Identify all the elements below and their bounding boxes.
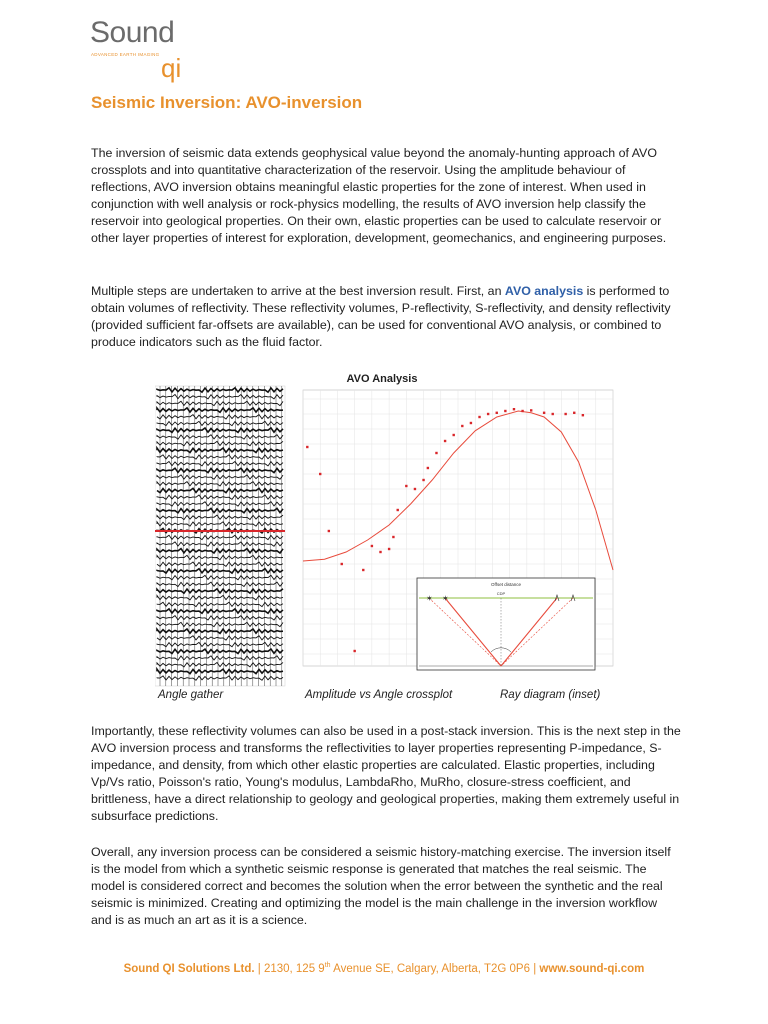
paragraph-steps: [91, 283, 681, 351]
angle-gather: [155, 386, 285, 686]
data-point: [543, 412, 545, 414]
avo-figure: [155, 368, 615, 690]
source-icon: ✶: [442, 594, 449, 603]
data-point: [513, 408, 515, 410]
inset-title: Offset distance: [491, 582, 521, 587]
data-point: [319, 473, 321, 475]
data-point: [521, 410, 523, 412]
data-point: [452, 434, 454, 436]
data-point: [392, 536, 394, 538]
paragraph-steps-end: is performed to obtain volumes of reflectivity. These reflectivity volumes, P-reflectivity, S-reflectivity, and density reflectivity (provided sufficient far-offsets are available), can be used for conventional AVO analysis, or combined to produce indicators such as the fluid factor.: [91, 284, 671, 349]
data-point: [414, 488, 416, 490]
footer-address: [264, 963, 530, 975]
page-footer: Sound QI Solutions Ltd. | 2130, 125 9th Avenue SE, Calgary, Alberta, T2G 0P6 | www.sound-qi.com: [123, 962, 645, 975]
data-point: [328, 530, 330, 532]
logo-tagline: ADVANCED EARTH IMAGING: [91, 52, 160, 57]
data-point: [564, 413, 566, 415]
data-point: [427, 467, 429, 469]
caption-crossplot: Amplitude vs Angle crossplot: [305, 689, 453, 701]
ray-diagram-inset: [417, 578, 595, 670]
data-point: [353, 650, 355, 652]
source-icon: ✶: [426, 594, 433, 603]
data-point: [422, 479, 424, 481]
data-point: [552, 413, 554, 415]
data-point: [371, 545, 373, 547]
data-point: [461, 425, 463, 427]
inset-frame: [417, 578, 595, 670]
page-title: Seismic Inversion: AVO-inversion: [91, 93, 363, 112]
data-point: [397, 509, 399, 511]
data-point: [478, 416, 480, 418]
footer-address-start: 2130, 125 9: [263, 962, 325, 975]
data-point: [405, 485, 407, 487]
data-point: [362, 569, 364, 571]
data-point: [487, 413, 489, 415]
data-point: [306, 446, 308, 448]
paragraph-intro: The inversion of seismic data extends geophysical value beyond the anomaly-hunting approach of AVO crossplots and into quantitative characterization of the reservoir. Using the amplitude behaviour of reflections, AVO inversion obtains meaningful elastic properties for the zone of interest. When used in conjunction with well analysis or rock-physics modelling, the results of AVO inversion help classify the reservoir into geological properties. On their own, elastic properties can be used to calculate reservoir or other layer properties of interest for exploration, development, geomechanics, and engineering purposes.: [91, 146, 667, 245]
data-point: [530, 409, 532, 411]
paragraph-post-stack: Importantly, these reflectivity volumes can also be used in a post-stack inversion. This is the next step in the AVO inversion process and transforms the reflectivities to layer properties representing P-impedance, S-impedance, and density, from which other elastic properties are calculated. Elastic properties, including Vp/Vs ratio, Poisson's ratio, Young's modulus, LambdaRho, MuRho, closure-stress coefficient, and brittleness, have a direct relationship to geology and geological properties, making them extremely useful in subsurface predictions.: [91, 724, 681, 823]
chart-title: AVO Analysis: [346, 373, 418, 385]
footer-company: Sound QI Solutions Ltd.: [123, 962, 255, 975]
data-point: [496, 412, 498, 414]
data-point: [573, 412, 575, 414]
caption-ray-diagram: Ray diagram (inset): [500, 689, 601, 701]
avo-analysis-link[interactable]: AVO analysis: [504, 284, 584, 298]
data-point: [504, 410, 506, 412]
footer-url[interactable]: www.sound-qi.com: [539, 962, 645, 975]
paragraph-history-matching: Overall, any inversion process can be considered a seismic history-matching exercise. The inversion itself is the model from which a synthetic seismic response is generated that matches the real seismic. The model is considered correct and becomes the solution when the error between the synthetic and the real seismic is minimized. Creating and optimizing the model is the main challenge in the inversion workflow and is as much an art as it is a science.: [91, 845, 671, 927]
data-point: [341, 563, 343, 565]
logo-word: Sound: [90, 16, 175, 49]
data-point: [388, 548, 390, 550]
caption-angle-gather: Angle gather: [158, 689, 224, 701]
data-point: [470, 422, 472, 424]
data-point: [379, 551, 381, 553]
inset-cdp-label: CDP: [496, 591, 506, 596]
footer-address-sup: th: [324, 962, 331, 969]
data-point: [444, 440, 446, 442]
paragraph-steps-start: Multiple steps are undertaken to arrive at the best inversion result. First, an: [91, 284, 505, 298]
company-logo: [90, 16, 200, 83]
data-point: [435, 452, 437, 454]
logo-qi: qi: [161, 53, 182, 83]
data-point: [582, 414, 584, 416]
footer-address-end: Avenue SE, Calgary, Alberta, T2G 0P6: [330, 962, 530, 975]
